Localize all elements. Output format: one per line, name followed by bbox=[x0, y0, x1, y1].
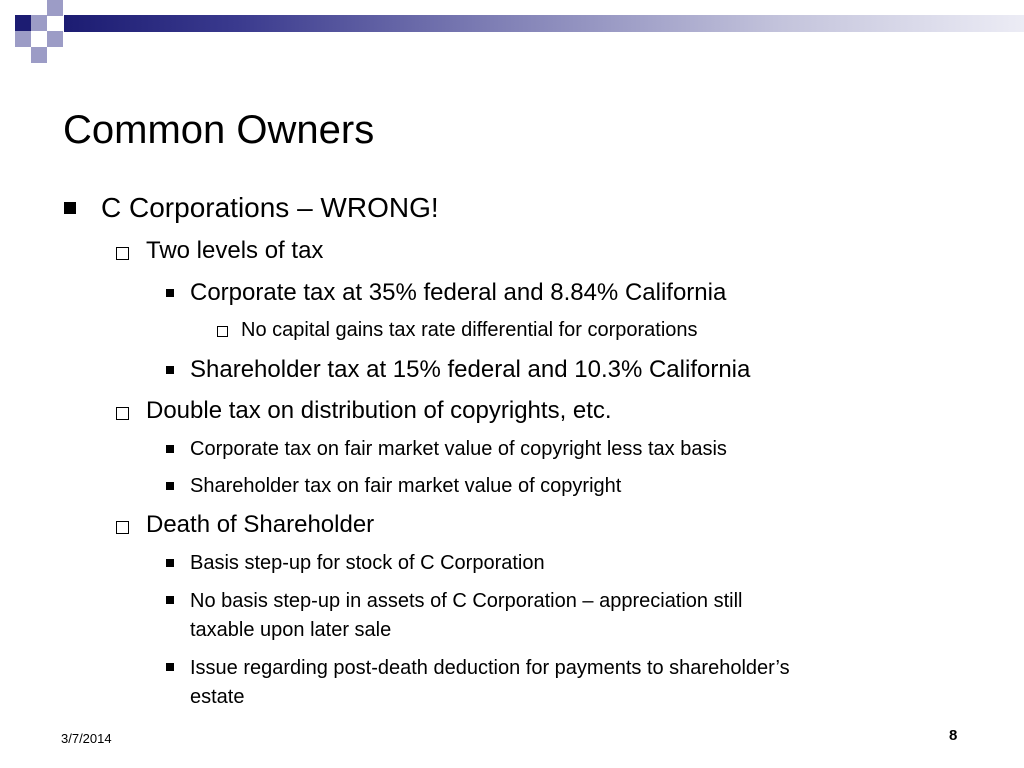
bullet-text: Issue regarding post-death deduction for payments to shareholder’s bbox=[190, 657, 790, 679]
square-bullet-icon bbox=[166, 482, 174, 490]
bullet-item bbox=[166, 587, 743, 645]
hollow-square-bullet-icon bbox=[116, 521, 129, 534]
square-bullet-icon bbox=[166, 559, 174, 567]
bullet-item bbox=[166, 355, 750, 385]
bullet-text: C Corporations – WRONG! bbox=[101, 192, 439, 223]
bullet-text: Basis step-up for stock of C Corporation bbox=[190, 552, 545, 574]
page-number: 8 bbox=[949, 727, 958, 744]
bullet-text-continuation: taxable upon later sale bbox=[190, 619, 392, 641]
square-bullet-icon bbox=[166, 366, 174, 374]
bullet-text: Death of Shareholder bbox=[146, 511, 375, 538]
bullet-text: Shareholder tax on fair market value of copyright bbox=[190, 475, 622, 497]
bullet-text-continuation: estate bbox=[190, 686, 245, 708]
bullet-item bbox=[64, 190, 439, 226]
footer-date: 3/7/2014 bbox=[61, 731, 112, 746]
slide-title: Common Owners bbox=[63, 108, 375, 152]
bullet-item bbox=[166, 436, 727, 462]
square-bullet-icon bbox=[166, 289, 174, 297]
bullet-text: Two levels of tax bbox=[146, 237, 324, 264]
bullet-item bbox=[116, 396, 612, 426]
square-bullet-icon bbox=[166, 596, 174, 604]
square-bullet-icon bbox=[166, 445, 174, 453]
bullet-text: No capital gains tax rate differential for corporations bbox=[241, 319, 698, 341]
bullet-text: Double tax on distribution of copyrights, etc. bbox=[146, 397, 612, 424]
hollow-square-bullet-icon bbox=[116, 407, 129, 420]
bullet-text: Corporate tax on fair market value of copyright less tax basis bbox=[190, 438, 727, 460]
bullet-item bbox=[116, 236, 323, 266]
bullet-item bbox=[217, 317, 698, 343]
bullet-item bbox=[166, 278, 726, 308]
square-bullet-icon bbox=[64, 202, 76, 214]
hollow-square-bullet-icon bbox=[217, 326, 228, 337]
bullet-item bbox=[166, 473, 621, 499]
hollow-square-bullet-icon bbox=[116, 247, 129, 260]
bullet-item bbox=[116, 510, 374, 540]
bullet-text: Shareholder tax at 15% federal and 10.3% California bbox=[190, 356, 751, 383]
bullet-item bbox=[166, 550, 545, 576]
header-bar bbox=[64, 15, 1024, 32]
bullet-text: No basis step-up in assets of C Corporation – appreciation still bbox=[190, 590, 743, 612]
bullet-text: Corporate tax at 35% federal and 8.84% California bbox=[190, 279, 727, 306]
bullet-item bbox=[166, 654, 790, 712]
square-bullet-icon bbox=[166, 663, 174, 671]
